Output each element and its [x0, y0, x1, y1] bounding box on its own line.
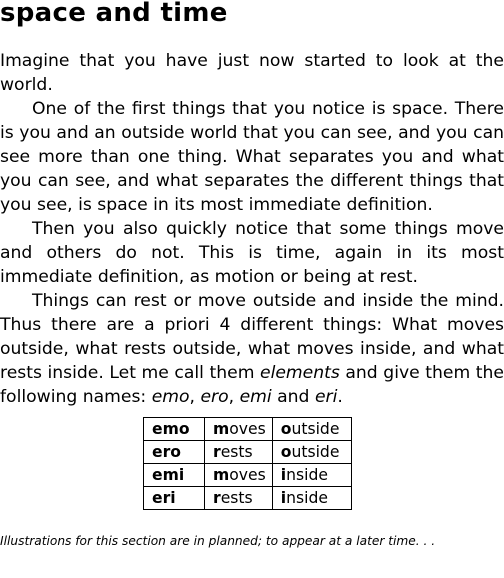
paragraph-4-text-b: and give them the following names:	[0, 363, 504, 407]
table-row	[144, 441, 352, 464]
term-emo: emo	[151, 387, 190, 407]
body-text	[0, 49, 504, 409]
paragraph-3: Then you also quickly notice that some things move and others do not. This is time, again in its most immediate definition, as motion or being at rest.	[0, 219, 504, 287]
location-cell	[272, 441, 351, 464]
motion-rest: oves	[229, 420, 266, 438]
location-rest: nside	[286, 466, 328, 484]
motion-rest: ests	[220, 443, 253, 461]
location-rest: utside	[291, 443, 340, 461]
motion-initial: r	[213, 443, 221, 461]
term-emi: emi	[239, 387, 272, 407]
location-rest: utside	[291, 420, 340, 438]
location-initial: o	[280, 420, 292, 438]
element-name-cell: emo	[144, 418, 205, 441]
motion-rest: ests	[220, 489, 253, 507]
location-rest: nside	[286, 489, 328, 507]
location-cell	[272, 487, 351, 510]
table-row	[144, 464, 352, 487]
table-row	[144, 418, 352, 441]
separator: ,	[228, 387, 240, 407]
conjunction: and	[271, 387, 315, 407]
location-cell	[272, 418, 351, 441]
element-name-cell: emi	[144, 464, 205, 487]
elements-table	[143, 417, 352, 510]
location-cell	[272, 464, 351, 487]
location-initial: o	[280, 443, 292, 461]
section-title: space and time	[0, 0, 228, 28]
motion-initial: m	[213, 466, 230, 484]
motion-cell	[205, 418, 273, 441]
term-ero: ero	[200, 387, 229, 407]
paragraph-4-text-a: Things can rest or move outside and inside the mind. Thus there are a priori 4 different things: What moves outside, what rests outside, what moves inside, and what rests inside. Let me call them	[0, 291, 504, 383]
period: .	[337, 387, 343, 407]
location-initial: i	[280, 466, 287, 484]
term-eri: eri	[314, 387, 338, 407]
motion-cell	[205, 441, 273, 464]
term-elements: elements	[260, 363, 340, 383]
paragraph-1: Imagine that you have just now started to look at the world.	[0, 51, 504, 95]
paragraph-4	[0, 289, 504, 409]
motion-cell	[205, 464, 273, 487]
motion-rest: oves	[229, 466, 266, 484]
separator: ,	[189, 387, 201, 407]
table-row	[144, 487, 352, 510]
illustrations-note: Illustrations for this section are in planned; to appear at a later time. . .	[0, 534, 436, 548]
location-initial: i	[280, 489, 287, 507]
element-name-cell: ero	[144, 441, 205, 464]
element-name-cell: eri	[144, 487, 205, 510]
motion-initial: m	[213, 420, 230, 438]
motion-cell	[205, 487, 273, 510]
motion-initial: r	[213, 489, 221, 507]
paragraph-2: One of the first things that you notice is space. There is you and an outside world that you can see, and you can see more than one thing. What separates you and what you can see, and what separates the different things that you see, is space in its most immediate definition.	[0, 99, 504, 215]
